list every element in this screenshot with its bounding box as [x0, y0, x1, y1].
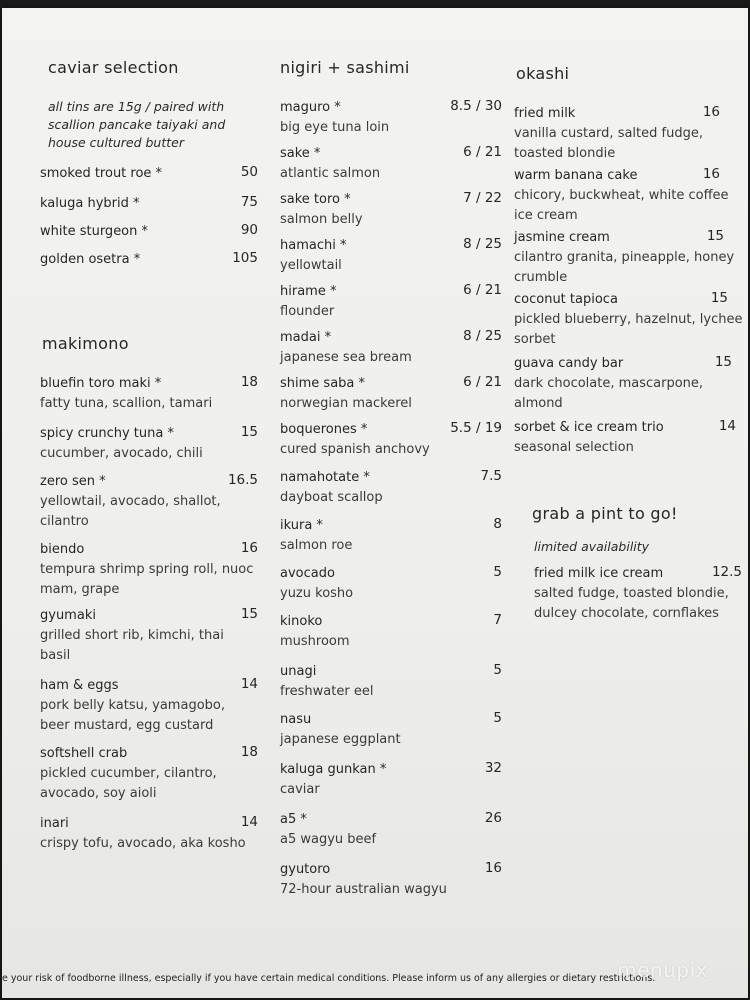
- item-name: white sturgeon *: [40, 224, 149, 239]
- item-price: 32: [484, 760, 502, 776]
- nigiri-item: [280, 468, 502, 508]
- item-description: yellowtail, avocado, shallot, cilantro: [40, 494, 221, 529]
- item-description: crispy tofu, avocado, aka kosho: [40, 836, 246, 851]
- item-price: 15: [240, 424, 258, 440]
- caviar-note: all tins are 15g / paired with scallion pancake taiyaki and house cultured butter: [48, 99, 226, 150]
- okashi-item: [514, 228, 746, 287]
- caviar-item: [40, 164, 258, 184]
- item-price: 18: [240, 744, 258, 760]
- item-price: 16.5: [227, 472, 258, 488]
- item-name: jasmine cream: [514, 230, 610, 245]
- item-description: a5 wagyu beef: [280, 832, 377, 847]
- item-name: gyumaki: [40, 608, 96, 623]
- item-price: 7 / 22: [463, 190, 502, 206]
- item-name: golden osetra *: [40, 252, 141, 267]
- item-name: sake toro *: [280, 192, 351, 207]
- item-name: guava candy bar: [514, 356, 624, 371]
- item-name: ikura *: [280, 518, 323, 533]
- item-price: 90: [240, 222, 258, 238]
- item-description: pork belly katsu, yamagobo, beer mustard, egg custard: [40, 698, 225, 733]
- makimono-item: [40, 540, 258, 599]
- item-description: japanese sea bream: [280, 350, 412, 365]
- item-name: fried milk: [514, 106, 576, 121]
- item-price: 14: [718, 418, 736, 434]
- item-description: dark chocolate, mascarpone, almond: [514, 376, 704, 411]
- item-description: pickled blueberry, hazelnut, lychee sorbet: [514, 312, 743, 347]
- item-price: 15: [706, 228, 724, 244]
- item-description: mushroom: [280, 634, 350, 649]
- makimono-item: [40, 472, 258, 531]
- item-name: kaluga hybrid *: [40, 196, 140, 211]
- caviar-section-title: caviar selection: [48, 58, 179, 77]
- caviar-item: [40, 250, 258, 270]
- nigiri-item: [280, 710, 502, 750]
- item-description: atlantic salmon: [280, 166, 381, 181]
- item-name: coconut tapioca: [514, 292, 618, 307]
- item-price: 14: [240, 814, 258, 830]
- item-name: shime saba *: [280, 376, 366, 391]
- item-price: 5.5 / 19: [450, 420, 502, 436]
- nigiri-item: [280, 282, 502, 322]
- nigiri-item: [280, 420, 502, 460]
- menu-page: [2, 8, 748, 998]
- item-name: kaluga gunkan *: [280, 762, 387, 777]
- item-price: 75: [240, 194, 258, 210]
- makimono-item: [40, 606, 258, 665]
- okashi-item: [514, 166, 746, 225]
- item-name: inari: [40, 816, 69, 831]
- nigiri-item: [280, 612, 502, 652]
- item-name: gyutoro: [280, 862, 331, 877]
- item-description: big eye tuna loin: [280, 120, 390, 135]
- nigiri-item: [280, 516, 502, 556]
- item-price: 15: [714, 354, 732, 370]
- item-name: namahotate *: [280, 470, 370, 485]
- item-description: norwegian mackerel: [280, 396, 412, 411]
- item-price: 16: [702, 104, 720, 120]
- item-name: biendo: [40, 542, 85, 557]
- item-price: 5: [493, 564, 502, 580]
- item-description: yellowtail: [280, 258, 342, 273]
- item-price: 15: [710, 290, 728, 306]
- item-description: freshwater eel: [280, 684, 374, 699]
- nigiri-item: [280, 564, 502, 604]
- item-name: nasu: [280, 712, 312, 727]
- item-price: 6 / 21: [463, 144, 502, 160]
- item-name: hirame *: [280, 284, 337, 299]
- item-price: 16: [484, 860, 502, 876]
- item-description: dayboat scallop: [280, 490, 383, 505]
- item-price: 8: [493, 516, 502, 532]
- item-price: 6 / 21: [463, 374, 502, 390]
- pint-section-title: grab a pint to go!: [532, 504, 678, 523]
- item-price: 14: [240, 676, 258, 692]
- item-name: sake *: [280, 146, 321, 161]
- item-name: kinoko: [280, 614, 323, 629]
- pint-note: limited availability: [534, 539, 650, 554]
- item-description: salmon belly: [280, 212, 363, 227]
- makimono-item: [40, 744, 258, 803]
- item-price: 8.5 / 30: [450, 98, 502, 114]
- nigiri-item: [280, 662, 502, 702]
- item-price: 5: [493, 662, 502, 678]
- item-price: 105: [232, 250, 258, 266]
- item-name: warm banana cake: [514, 168, 638, 183]
- item-price: 50: [240, 164, 258, 180]
- item-price: 18: [240, 374, 258, 390]
- nigiri-item: [280, 810, 502, 850]
- item-name: zero sen *: [40, 474, 106, 489]
- item-description: cilantro granita, pineapple, honey crumble: [514, 250, 735, 285]
- okashi-item: [514, 354, 746, 413]
- nigiri-item: [280, 328, 502, 368]
- nigiri-item: [280, 760, 502, 800]
- item-name: softshell crab: [40, 746, 128, 761]
- item-description: seasonal selection: [514, 440, 634, 455]
- item-description: japanese eggplant: [280, 732, 401, 747]
- item-name: unagi: [280, 664, 317, 679]
- makimono-item: [40, 424, 258, 464]
- makimono-section-title: makimono: [42, 334, 129, 353]
- item-price: 15: [240, 606, 258, 622]
- nigiri-item: [280, 860, 502, 900]
- okashi-item: [514, 104, 746, 163]
- makimono-item: [40, 676, 258, 735]
- nigiri-item: [280, 236, 502, 276]
- item-description: vanilla custard, salted fudge, toasted blondie: [514, 126, 703, 161]
- nigiri-section-title: nigiri + sashimi: [280, 58, 410, 77]
- item-name: avocado: [280, 566, 335, 581]
- item-price: 7: [493, 612, 502, 628]
- item-description: fatty tuna, scallion, tamari: [40, 396, 213, 411]
- item-name: boquerones *: [280, 422, 368, 437]
- item-price: 7.5: [480, 468, 502, 484]
- item-description: chicory, buckwheat, white coffee ice cream: [514, 188, 729, 223]
- item-name: bluefin toro maki *: [40, 376, 162, 391]
- pint-item: [534, 564, 746, 623]
- nigiri-item: [280, 374, 502, 414]
- item-name: sorbet & ice cream trio: [514, 420, 664, 435]
- item-description: tempura shrimp spring roll, nuoc mam, grape: [40, 562, 254, 597]
- item-name: smoked trout roe *: [40, 166, 163, 181]
- allergy-disclaimer: e your risk of foodborne illness, especially if you have certain medical conditions. Please inform us of any allergies or dietary restrictions.: [2, 973, 656, 984]
- item-description: salted fudge, toasted blondie, dulcey chocolate, cornflakes: [534, 586, 729, 621]
- item-description: caviar: [280, 782, 320, 797]
- okashi-item: [514, 290, 746, 349]
- item-price: 16: [702, 166, 720, 182]
- item-price: 6 / 21: [463, 282, 502, 298]
- item-description: 72-hour australian wagyu: [280, 882, 447, 897]
- nigiri-item: [280, 144, 502, 184]
- item-description: salmon roe: [280, 538, 353, 553]
- item-price: 16: [240, 540, 258, 556]
- item-price: 12.5: [711, 564, 742, 580]
- item-name: madai *: [280, 330, 332, 345]
- item-name: ham & eggs: [40, 678, 119, 693]
- item-name: maguro *: [280, 100, 341, 115]
- makimono-item: [40, 814, 258, 854]
- item-name: hamachi *: [280, 238, 347, 253]
- makimono-item: [40, 374, 258, 414]
- item-description: flounder: [280, 304, 335, 319]
- okashi-item: [514, 418, 746, 458]
- caviar-item: [40, 194, 258, 214]
- item-price: 8 / 25: [463, 236, 502, 252]
- watermark-logo: menupix: [617, 958, 708, 982]
- okashi-section-title: okashi: [516, 64, 570, 83]
- nigiri-item: [280, 98, 502, 138]
- item-name: a5 *: [280, 812, 307, 827]
- caviar-item: [40, 222, 258, 242]
- item-price: 5: [493, 710, 502, 726]
- item-name: spicy crunchy tuna *: [40, 426, 174, 441]
- item-description: yuzu kosho: [280, 586, 354, 601]
- item-description: cucumber, avocado, chili: [40, 446, 203, 461]
- item-description: grilled short rib, kimchi, thai basil: [40, 628, 224, 663]
- item-name: fried milk ice cream: [534, 566, 664, 581]
- item-description: pickled cucumber, cilantro, avocado, soy aioli: [40, 766, 217, 801]
- item-price: 26: [484, 810, 502, 826]
- item-price: 8 / 25: [463, 328, 502, 344]
- nigiri-item: [280, 190, 502, 230]
- item-description: cured spanish anchovy: [280, 442, 430, 457]
